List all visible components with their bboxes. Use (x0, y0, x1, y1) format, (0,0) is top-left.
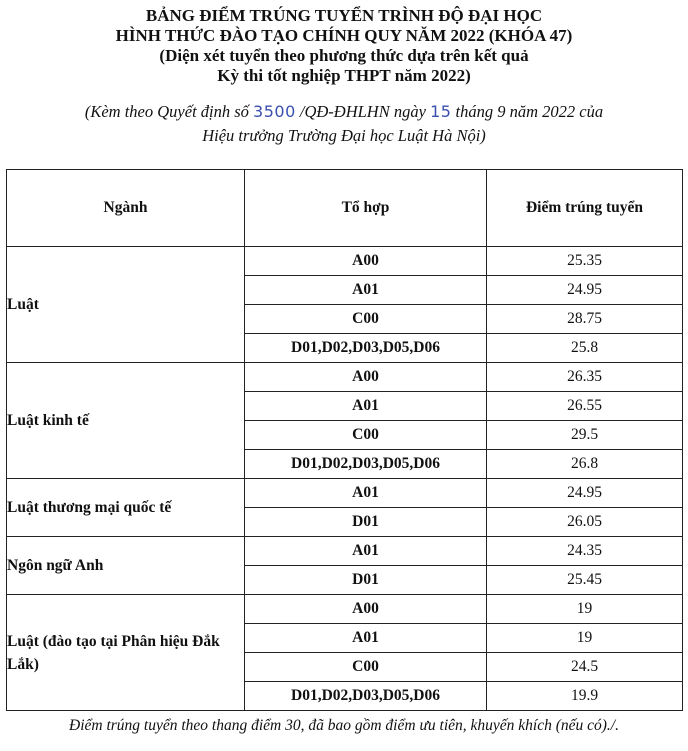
score-cell: 19 (487, 595, 683, 624)
major-cell: Ngôn ngữ Anh (7, 537, 245, 595)
combo-cell: D01 (245, 566, 487, 595)
combo-cell: C00 (245, 305, 487, 334)
score-cell: 28.75 (487, 305, 683, 334)
score-cell: 25.8 (487, 334, 683, 363)
combo-cell: D01 (245, 508, 487, 537)
document-title (0, 6, 688, 86)
score-cell: 19.9 (487, 682, 683, 711)
combo-cell: A00 (245, 363, 487, 392)
decision-line-1 (0, 100, 688, 124)
admission-scores-table (6, 169, 683, 711)
score-cell: 19 (487, 624, 683, 653)
title-line-3: (Diện xét tuyển theo phương thức dựa trên kết quả (159, 46, 529, 65)
title-line-4: Kỳ thi tốt nghiệp THPT năm 2022) (217, 66, 471, 85)
score-cell: 29.5 (487, 421, 683, 450)
score-cell: 26.35 (487, 363, 683, 392)
table-row (7, 247, 683, 276)
combo-cell: A00 (245, 595, 487, 624)
title-line-2: HÌNH THỨC ĐÀO TẠO CHÍNH QUY NĂM 2022 (KHÓA 47) (115, 26, 573, 45)
score-cell: 24.35 (487, 537, 683, 566)
score-cell: 26.55 (487, 392, 683, 421)
score-cell: 26.05 (487, 508, 683, 537)
decision-prefix: (Kèm theo Quyết định số (84, 102, 254, 121)
major-cell: Luật (đào tạo tại Phân hiệu Đắk Lắk) (7, 595, 245, 711)
header-major: Ngành (7, 170, 245, 247)
score-cell: 26.8 (487, 450, 683, 479)
major-cell: Luật kinh tế (7, 363, 245, 479)
score-cell: 24.95 (487, 276, 683, 305)
score-cell: 25.35 (487, 247, 683, 276)
header-combo: Tổ hợp (245, 170, 487, 247)
table-row (7, 537, 683, 566)
decision-suffix: tháng 9 năm 2022 của (451, 102, 604, 121)
combo-cell: A01 (245, 537, 487, 566)
combo-cell: C00 (245, 653, 487, 682)
combo-cell: A01 (245, 479, 487, 508)
score-cell: 24.95 (487, 479, 683, 508)
combo-cell: D01,D02,D03,D05,D06 (245, 682, 487, 711)
combo-cell: A00 (245, 247, 487, 276)
major-cell: Luật thương mại quốc tế (7, 479, 245, 537)
title-line-1: BẢNG ĐIỂM TRÚNG TUYỂN TRÌNH ĐỘ ĐẠI HỌC (145, 6, 543, 25)
combo-cell: A01 (245, 392, 487, 421)
footnote: Điểm trúng tuyển theo thang điểm 30, đã bao gồm điểm ưu tiên, khuyến khích (nếu có)./. (69, 717, 619, 734)
combo-cell: A01 (245, 624, 487, 653)
combo-cell: D01,D02,D03,D05,D06 (245, 450, 487, 479)
decision-middle: /QĐ-ĐHLHN ngày (295, 102, 431, 121)
combo-cell: D01,D02,D03,D05,D06 (245, 334, 487, 363)
table-row (7, 595, 683, 624)
decision-line-2: Hiệu trưởng Trường Đại học Luật Hà Nội) (202, 126, 486, 145)
score-cell: 25.45 (487, 566, 683, 595)
table-row (7, 479, 683, 508)
table-header-row (7, 170, 683, 247)
combo-cell: A01 (245, 276, 487, 305)
decision-day: 15 (430, 102, 452, 121)
decision-reference (0, 100, 688, 148)
score-cell: 24.5 (487, 653, 683, 682)
table-row (7, 363, 683, 392)
header-score: Điểm trúng tuyển (487, 170, 683, 247)
decision-number: 3500 (253, 102, 296, 121)
combo-cell: C00 (245, 421, 487, 450)
major-cell: Luật (7, 247, 245, 363)
